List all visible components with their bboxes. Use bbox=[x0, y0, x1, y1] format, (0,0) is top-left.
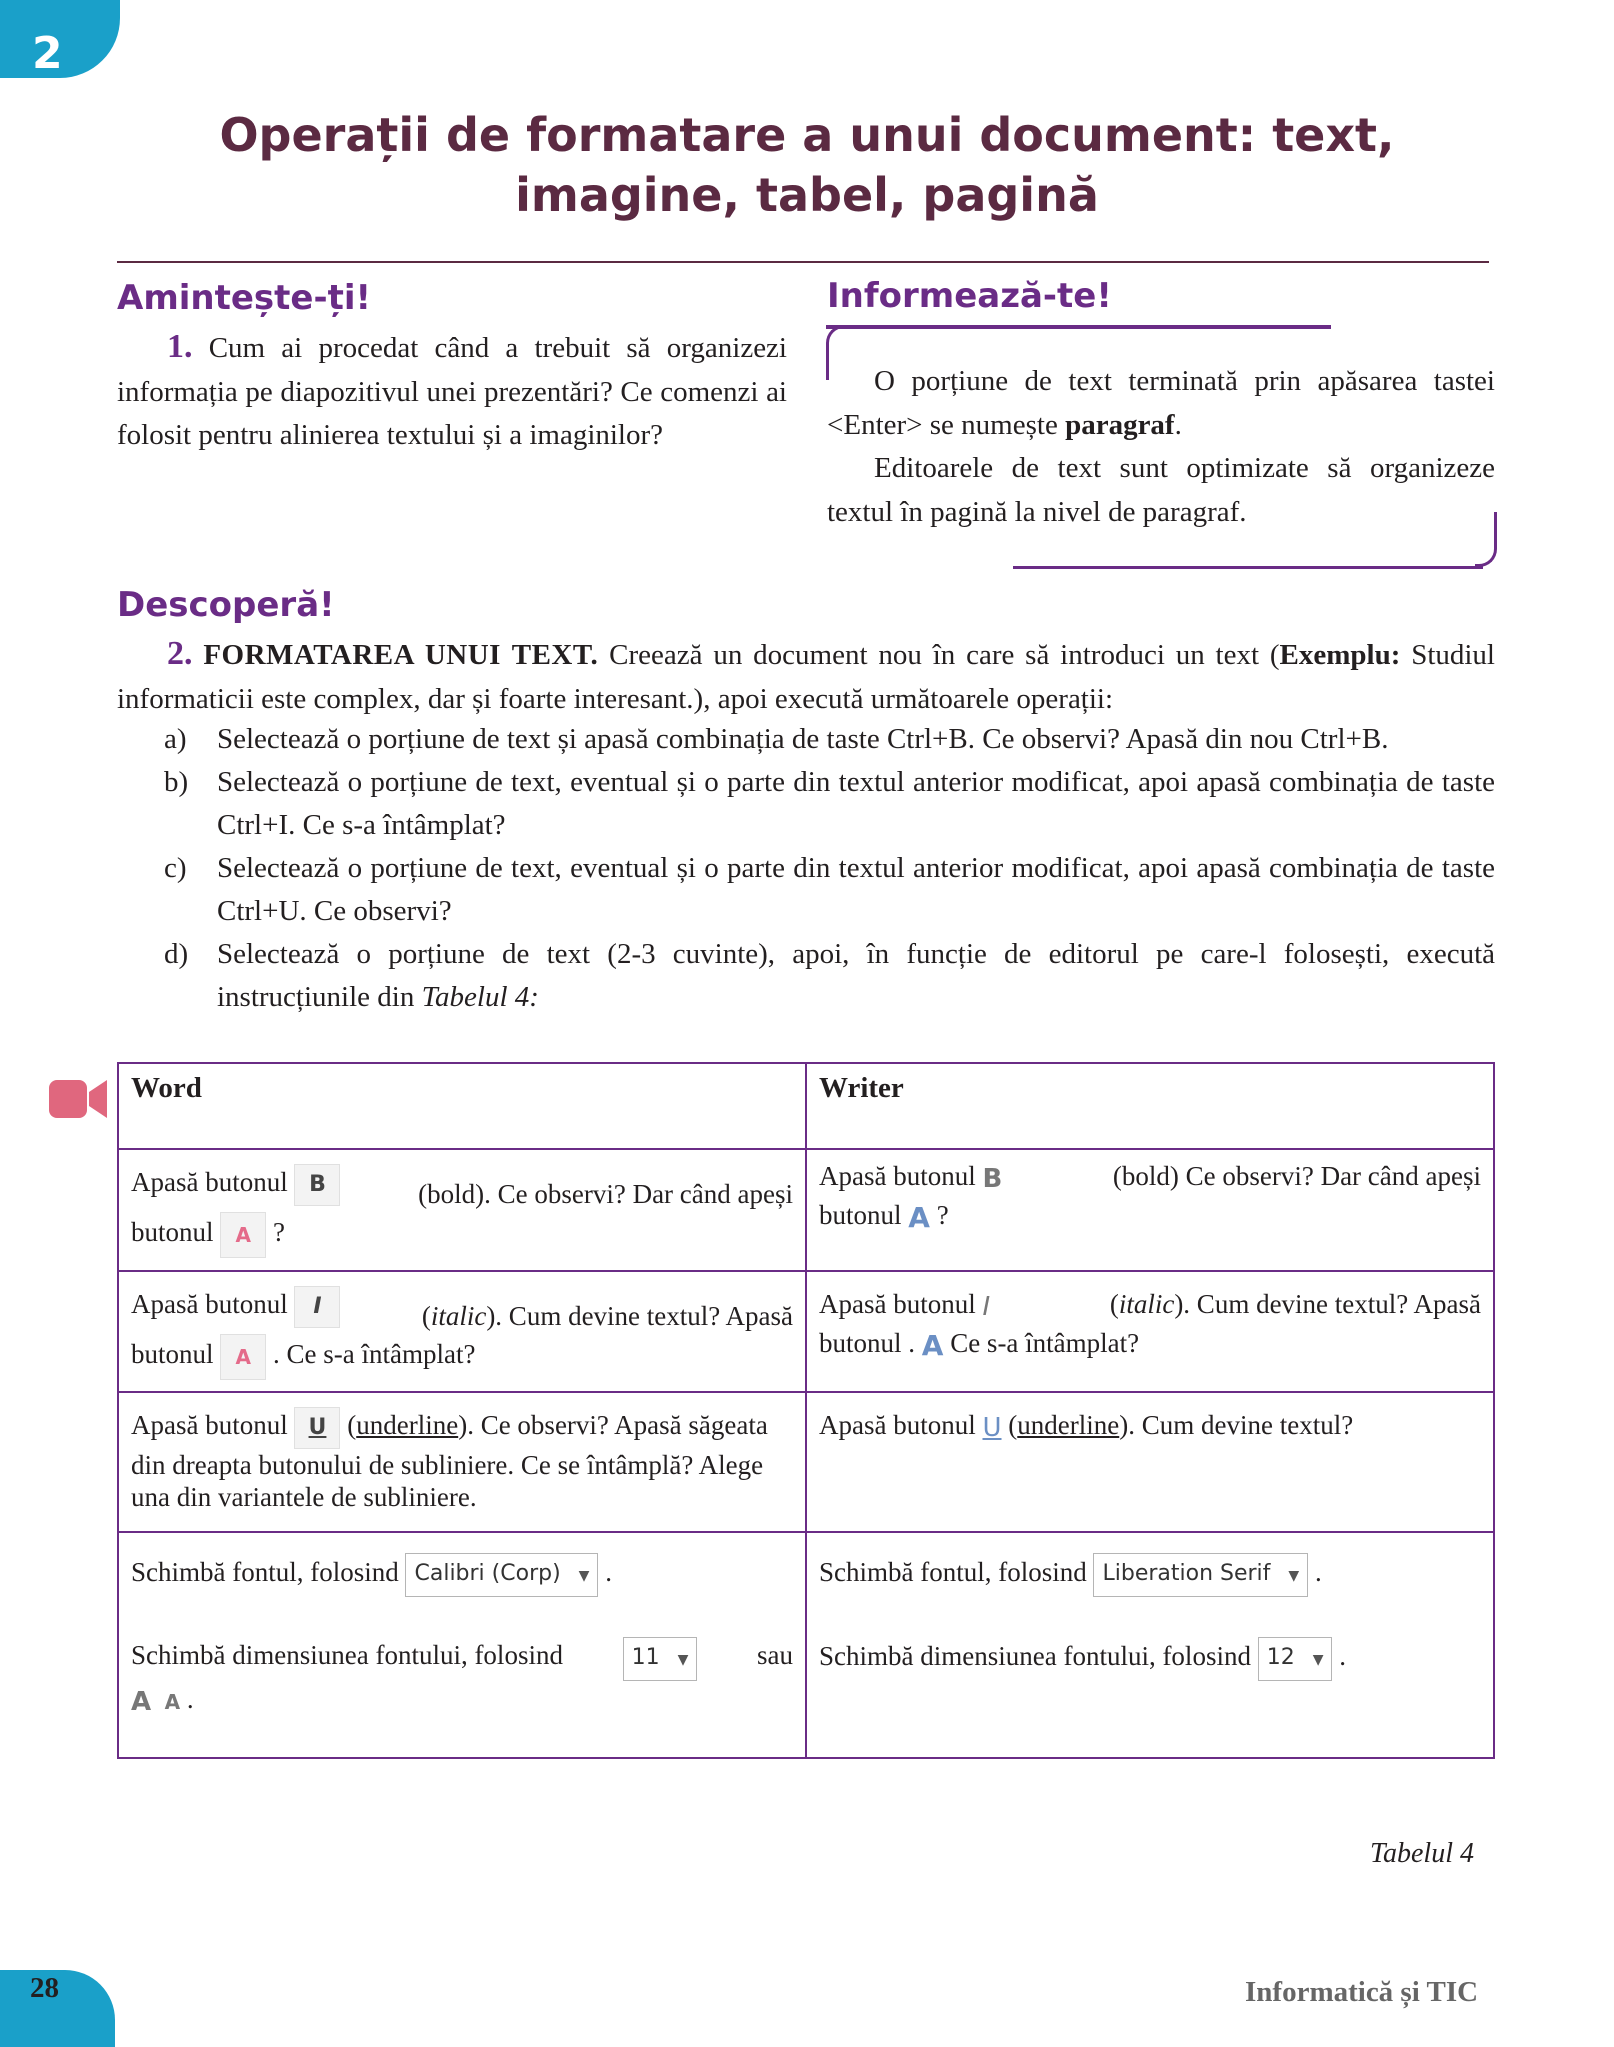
font-name-value: Calibri (Corp) bbox=[414, 1561, 561, 1586]
cell-text-italic: italic bbox=[1118, 1289, 1175, 1319]
cell-text: ). Cum devine textul? Apasă bbox=[486, 1301, 793, 1331]
bold-icon: B bbox=[982, 1163, 1003, 1194]
cell-text: Apasă butonul bbox=[819, 1289, 976, 1319]
inform-p1-text: O porțiune de text terminată prin apăsarea tastei <Enter> se numește bbox=[827, 365, 1495, 441]
cell-text-underline: underline bbox=[1017, 1410, 1120, 1440]
task-list bbox=[117, 718, 1495, 1019]
inform-p1-bold: paragraf bbox=[1065, 408, 1175, 441]
font-size-combo[interactable] bbox=[1258, 1637, 1333, 1681]
cell-text: Ce s-a întâmplat? bbox=[950, 1327, 1140, 1358]
list-item-text-italic: Tabelul 4: bbox=[421, 981, 539, 1013]
table-cell-word-underline: Apasă butonul U (underline). Ce observi? Apasă săgeata din dreapta butonului de subliniere. Ce se întâmplă? Alege una din variantele de subliniere. bbox=[118, 1392, 806, 1532]
inform-paragraph-1 bbox=[827, 360, 1495, 447]
cell-text: butonul bbox=[819, 1199, 902, 1230]
font-size-combo[interactable] bbox=[623, 1637, 698, 1681]
remember-heading: Amintește-ți! bbox=[117, 278, 371, 318]
discover-intro bbox=[117, 632, 1495, 721]
font-size-value: 11 bbox=[631, 1645, 660, 1670]
cell-text-italic: italic bbox=[430, 1301, 487, 1331]
clear-formatting-icon: A bbox=[908, 1200, 930, 1234]
cell-text: . Ce s-a întâmplat? bbox=[273, 1339, 476, 1370]
clear-formatting-icon: A bbox=[220, 1334, 266, 1380]
list-item-text: Selectează o porțiune de text, eventual și o parte din textul anterior modificat, apoi apasă combinația de taste Ctrl+U. Ce observi? bbox=[217, 852, 1495, 927]
cell-text: ). Cum devine textul? Apasă bbox=[1174, 1289, 1481, 1319]
list-item bbox=[117, 761, 1495, 847]
list-item bbox=[117, 847, 1495, 933]
list-item bbox=[117, 933, 1495, 1019]
font-name-value: Liberation Serif bbox=[1102, 1561, 1271, 1586]
list-item-label: b) bbox=[164, 766, 189, 798]
table-cell-word-bold bbox=[118, 1149, 806, 1271]
list-item-text: Selectează o porțiune de text și apasă combinația de taste Ctrl+B. Ce observi? Apasă din nou Ctrl+B. bbox=[217, 723, 1389, 755]
table-caption: Tabelul 4 bbox=[1370, 1838, 1474, 1869]
table-cell-writer-italic: Apasă butonul I (italic). Cum devine textul? Apasă butonul . A Ce s-a întâmplat? bbox=[806, 1271, 1494, 1392]
cell-text: ? bbox=[936, 1199, 949, 1230]
inform-box-top-line bbox=[826, 325, 1331, 329]
table-cell-word-italic: Apasă butonul I (italic). Cum devine textul? Apasă butonul A . Ce s-a întâmplat? bbox=[118, 1271, 806, 1392]
inform-box-bottom-line bbox=[1013, 566, 1483, 569]
cell-text: Apasă butonul bbox=[131, 1167, 288, 1198]
table-header-writer: Writer bbox=[806, 1063, 1494, 1149]
cell-text: Apasă butonul bbox=[819, 1410, 976, 1440]
font-size-value: 12 bbox=[1266, 1645, 1295, 1670]
cell-text: Apasă butonul bbox=[131, 1410, 288, 1441]
font-name-combo[interactable] bbox=[1093, 1553, 1308, 1597]
cell-text: ). Cum devine textul? bbox=[1119, 1410, 1354, 1440]
table-cell-writer-underline: Apasă butonul U (underline). Cum devine textul? bbox=[806, 1392, 1494, 1532]
cell-text: Apasă butonul bbox=[819, 1161, 976, 1191]
clear-formatting-icon: A bbox=[220, 1212, 266, 1258]
italic-icon: I bbox=[982, 1291, 991, 1322]
cell-text: ). Ce observi? Apasă săgeata din dreapta butonului de subliniere. Ce se întâmplă? Alege una din variantele de subliniere. bbox=[131, 1410, 768, 1512]
list-item-text: Selectează o porțiune de text, eventual și o parte din textul anterior modificat, apoi apasă combinația de taste Ctrl+I. Ce s-a întâmplat? bbox=[217, 766, 1495, 841]
discover-intro-bold: FORMATAREA UNUI TEXT. bbox=[203, 639, 599, 671]
cell-text: (bold). Ce observi? Dar când apeși bbox=[418, 1179, 793, 1209]
underline-icon: U bbox=[982, 1412, 1002, 1443]
example-label: Exemplu: bbox=[1279, 639, 1401, 671]
video-camera-icon bbox=[49, 1078, 107, 1120]
list-item bbox=[117, 718, 1495, 761]
chevron-down-icon: ▼ bbox=[1288, 1568, 1300, 1584]
cell-text-underline: underline bbox=[356, 1410, 459, 1441]
inform-paragraph-2: Editoarele de text sunt optimizate să organizeze textul în pagină la nivel de paragraf. bbox=[827, 452, 1495, 528]
page-title: Operații de formatare a unui document: text, imagine, tabel, pagină bbox=[219, 108, 1395, 222]
italic-icon: I bbox=[294, 1286, 340, 1328]
cell-text: butonul . bbox=[819, 1327, 916, 1358]
chevron-down-icon: ▼ bbox=[1312, 1652, 1324, 1668]
font-name-combo[interactable] bbox=[405, 1553, 598, 1597]
table-cell-writer-font: Schimbă fontul, folosind Liberation Serif ▼ . Schimbă dimensiunea fontului, folosind 12 ▼ . bbox=[806, 1532, 1494, 1758]
cell-text: butonul bbox=[131, 1217, 214, 1248]
chapter-number: 2 bbox=[32, 28, 63, 79]
title-divider bbox=[117, 261, 1489, 263]
clear-formatting-icon: A bbox=[921, 1328, 944, 1362]
bold-icon: B bbox=[294, 1164, 340, 1206]
list-item-text-main: Selectează o porțiune de text (2-3 cuvinte), apoi, în funcție de editorul pe care-l folosești, execută instrucțiunile din bbox=[217, 938, 1495, 1013]
remember-question bbox=[117, 325, 787, 458]
inform-heading: Informează-te! bbox=[827, 276, 1112, 316]
cell-text: (bold) Ce observi? Dar când apeși bbox=[1112, 1161, 1481, 1191]
cell-text: Schimbă dimensiunea fontului, folosind bbox=[131, 1640, 563, 1670]
underline-icon: U bbox=[294, 1407, 340, 1449]
discover-heading: Descoperă! bbox=[117, 585, 335, 625]
footer-title: Informatică și TIC bbox=[1245, 1976, 1479, 2008]
cell-text: butonul bbox=[131, 1339, 214, 1370]
instructions-table bbox=[117, 1062, 1495, 1759]
cell-text: Schimbă fontul, folosind bbox=[819, 1557, 1087, 1588]
cell-text: Apasă butonul bbox=[131, 1289, 288, 1320]
list-item-label: a) bbox=[164, 723, 187, 755]
discover-number: 2. bbox=[167, 635, 193, 672]
chevron-down-icon: ▼ bbox=[578, 1568, 590, 1584]
inform-text bbox=[827, 360, 1495, 534]
table-cell-writer-bold bbox=[806, 1149, 1494, 1271]
example-text: Studiul informaticii este complex, dar și foarte interesant.), apoi execută următoarele operații: bbox=[117, 639, 1495, 715]
list-item-label: d) bbox=[164, 938, 189, 970]
chevron-down-icon: ▼ bbox=[677, 1652, 689, 1668]
list-item-text bbox=[217, 933, 1495, 1019]
cell-text: Schimbă fontul, folosind bbox=[131, 1557, 399, 1588]
shrink-font-icon: A bbox=[164, 1689, 181, 1714]
question-number: 1. bbox=[167, 328, 193, 365]
page-number: 28 bbox=[30, 1972, 59, 2004]
remember-text: Cum ai procedat când a trebuit să organizezi informația pe diapozitivul unei prezentări? Ce comenzi ai folosit pentru alinierea textului și a imaginilor? bbox=[117, 332, 787, 451]
list-item-label: c) bbox=[164, 852, 187, 884]
inform-p1-end: . bbox=[1174, 408, 1182, 441]
cell-text: sau bbox=[756, 1640, 793, 1670]
cell-text: Schimbă dimensiunea fontului, folosind bbox=[819, 1641, 1251, 1672]
discover-intro-text: Creează un document nou în care să introduci un text ( bbox=[598, 639, 1280, 671]
table-header-word: Word bbox=[118, 1063, 806, 1149]
grow-font-icon: A bbox=[131, 1686, 152, 1717]
table-cell-word-font: Schimbă fontul, folosind Calibri (Corp) ▼ . Schimbă dimensiunea fontului, folosind 11 ▼ sau A A . bbox=[118, 1532, 806, 1758]
cell-text: ? bbox=[273, 1217, 285, 1248]
